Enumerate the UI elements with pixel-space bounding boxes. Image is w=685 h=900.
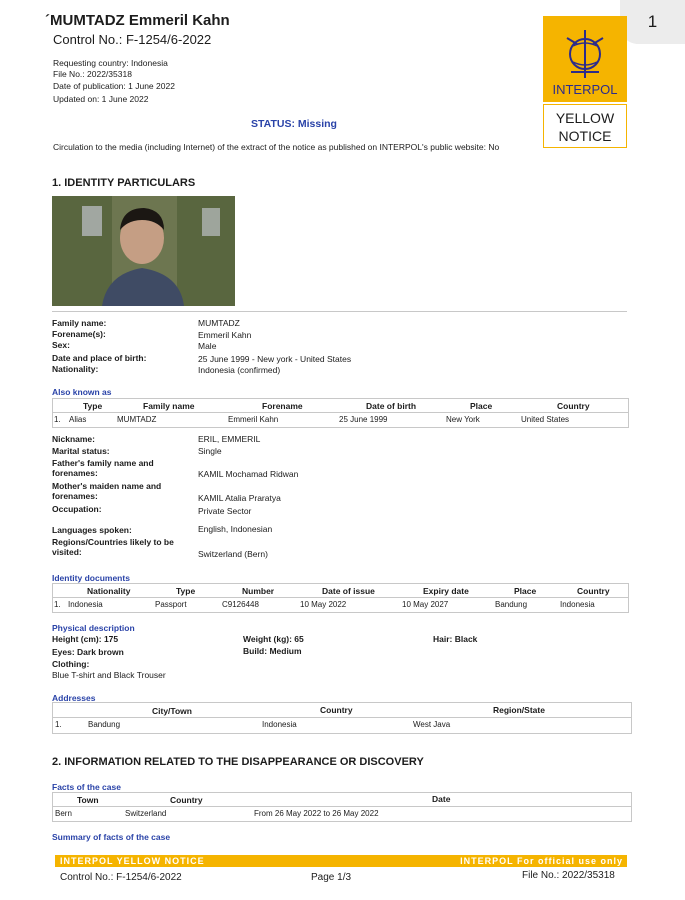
nationality-label: Nationality: — [52, 364, 99, 374]
sex-label: Sex: — [52, 340, 70, 350]
id-row-type: Passport — [155, 600, 187, 609]
clothing-label: Clothing: — [52, 659, 90, 669]
languages-label: Languages spoken: — [52, 525, 132, 535]
addr-header-region: Region/State — [493, 705, 545, 715]
sex-value: Male — [198, 341, 217, 351]
nationality-value: Indonesia (confirmed) — [198, 365, 281, 375]
facts-header-country: Country — [170, 795, 203, 805]
control-number: Control No.: F-1254/6-2022 — [53, 32, 212, 47]
aka-header-country: Country — [557, 401, 590, 411]
footer-bar-right: INTERPOL For official use only — [460, 856, 623, 866]
facts-row-country: Switzerland — [125, 809, 167, 818]
summary-title: Summary of facts of the case — [52, 832, 171, 842]
id-header-expiry: Expiry date — [423, 586, 469, 596]
father-value: KAMIL Mochamad Ridwan — [198, 469, 299, 479]
notice-line-1: YELLOW — [555, 110, 615, 126]
person-photo — [52, 196, 235, 306]
family-name-value: MUMTADZ — [198, 318, 240, 328]
id-row-issue: 10 May 2022 — [300, 600, 347, 609]
id-row-nationality: Indonesia — [68, 600, 103, 609]
notice-line-2: NOTICE — [558, 128, 612, 144]
weight-field: Weight (kg): 65 — [243, 634, 304, 644]
aka-row-type: Alias — [69, 415, 87, 424]
eyes-field: Eyes: Dark brown — [52, 647, 124, 657]
id-docs-title: Identity documents — [52, 573, 130, 583]
footer-bar-left: INTERPOL YELLOW NOTICE — [60, 856, 205, 866]
id-header-type: Type — [176, 586, 196, 596]
file-number: File No.: 2022/35318 — [53, 69, 132, 79]
id-header-country: Country — [577, 586, 610, 596]
id-header-issue: Date of issue — [322, 586, 375, 596]
aka-header-family: Family name — [143, 401, 195, 411]
occupation-label: Occupation: — [52, 504, 102, 514]
nickname-label: Nickname: — [52, 434, 95, 444]
forename-label: Forename(s): — [52, 329, 106, 339]
addr-header-city: City/Town — [152, 706, 192, 716]
facts-table-divider — [52, 806, 632, 807]
id-row-expiry: 10 May 2027 — [402, 600, 449, 609]
facts-title: Facts of the case — [52, 782, 121, 792]
regions-label: Regions/Countries likely to be visited: — [52, 537, 174, 557]
footer-page: Page 1/3 — [311, 872, 352, 883]
id-header-number: Number — [242, 586, 275, 596]
aka-row-index: 1. — [54, 415, 61, 424]
build-field: Build: Medium — [243, 646, 302, 656]
clothing-value: Blue T-shirt and Black Trouser — [52, 670, 166, 679]
interpol-logo-text: INTERPOL — [552, 82, 618, 97]
marital-value: Single — [198, 446, 222, 456]
mother-value: KAMIL Atalia Praratya — [198, 493, 281, 503]
aka-header-forename: Forename — [262, 401, 303, 411]
yellow-notice-box — [543, 104, 627, 148]
aka-title: Also known as — [52, 387, 112, 397]
id-header-place: Place — [514, 586, 537, 596]
section-identity-title: 1. IDENTITY PARTICULARS — [52, 177, 196, 189]
mother-label: Mother's maiden name and forenames: — [52, 481, 162, 501]
nickname-value: ERIL, EMMERIL — [198, 434, 261, 444]
interpol-emblem-icon — [543, 16, 627, 86]
requesting-country: Requesting country: Indonesia — [53, 58, 168, 68]
aka-row-family: MUMTADZ — [117, 415, 157, 424]
person-name: ´MUMTADZ Emmeril Kahn — [45, 12, 230, 29]
divider — [52, 311, 627, 312]
regions-value: Switzerland (Bern) — [198, 549, 268, 559]
physical-title: Physical description — [52, 623, 135, 633]
facts-header-town: Town — [77, 795, 99, 805]
circulation-note: Circulation to the media (including Internet) of the extract of the notice as published on INTERPOL's public website: No — [53, 142, 500, 152]
aka-header-type: Type — [83, 401, 103, 411]
addresses-table-divider — [52, 717, 632, 718]
aka-row-place: New York — [446, 415, 480, 424]
id-row-number: C9126448 — [222, 600, 259, 609]
facts-row-town: Bern — [55, 809, 72, 818]
aka-row-forename: Emmeril Kahn — [228, 415, 279, 424]
footer-file-no: File No.: 2022/35318 — [522, 870, 615, 881]
id-row-country: Indonesia — [560, 600, 595, 609]
aka-row-country: United States — [521, 415, 570, 424]
addr-header-country: Country — [320, 705, 353, 715]
footer-control-no: Control No.: F-1254/6-2022 — [60, 872, 182, 883]
addr-row-city: Bandung — [88, 720, 121, 729]
page-number-badge: 1 — [620, 0, 685, 44]
father-label: Father's family name and forenames: — [52, 458, 154, 478]
aka-row-dob: 25 June 1999 — [339, 415, 388, 424]
birth-label: Date and place of birth: — [52, 353, 147, 363]
updated-on: Updated on: 1 June 2022 — [53, 94, 149, 104]
id-docs-table-divider — [52, 597, 629, 598]
aka-table-divider — [52, 412, 629, 413]
id-header-nationality: Nationality — [87, 586, 131, 596]
aka-header-place: Place — [470, 401, 493, 411]
marital-label: Marital status: — [52, 446, 110, 456]
languages-value: English, Indonesian — [198, 524, 273, 534]
section-disappearance-title: 2. INFORMATION RELATED TO THE DISAPPEARANCE OR DISCOVERY — [52, 756, 424, 768]
publication-date: Date of publication: 1 June 2022 — [53, 81, 175, 91]
status-label: STATUS: Missing — [251, 118, 337, 130]
facts-row-date: From 26 May 2022 to 26 May 2022 — [254, 809, 379, 818]
addr-row-index: 1. — [55, 720, 62, 729]
footer-bar — [55, 855, 627, 867]
addr-row-country: Indonesia — [262, 720, 297, 729]
hair-field: Hair: Black — [433, 634, 478, 644]
addr-row-region: West Java — [413, 720, 451, 729]
id-row-index: 1. — [54, 600, 61, 609]
birth-value: 25 June 1999 - New york - United States — [198, 354, 352, 364]
forename-value: Emmeril Kahn — [198, 330, 252, 340]
occupation-value: Private Sector — [198, 506, 252, 516]
id-row-place: Bandung — [495, 600, 528, 609]
addresses-title: Addresses — [52, 693, 96, 703]
family-name-label: Family name: — [52, 318, 107, 328]
aka-header-dob: Date of birth — [366, 401, 417, 411]
facts-header-date: Date — [432, 794, 451, 804]
height-field: Height (cm): 175 — [52, 634, 119, 644]
